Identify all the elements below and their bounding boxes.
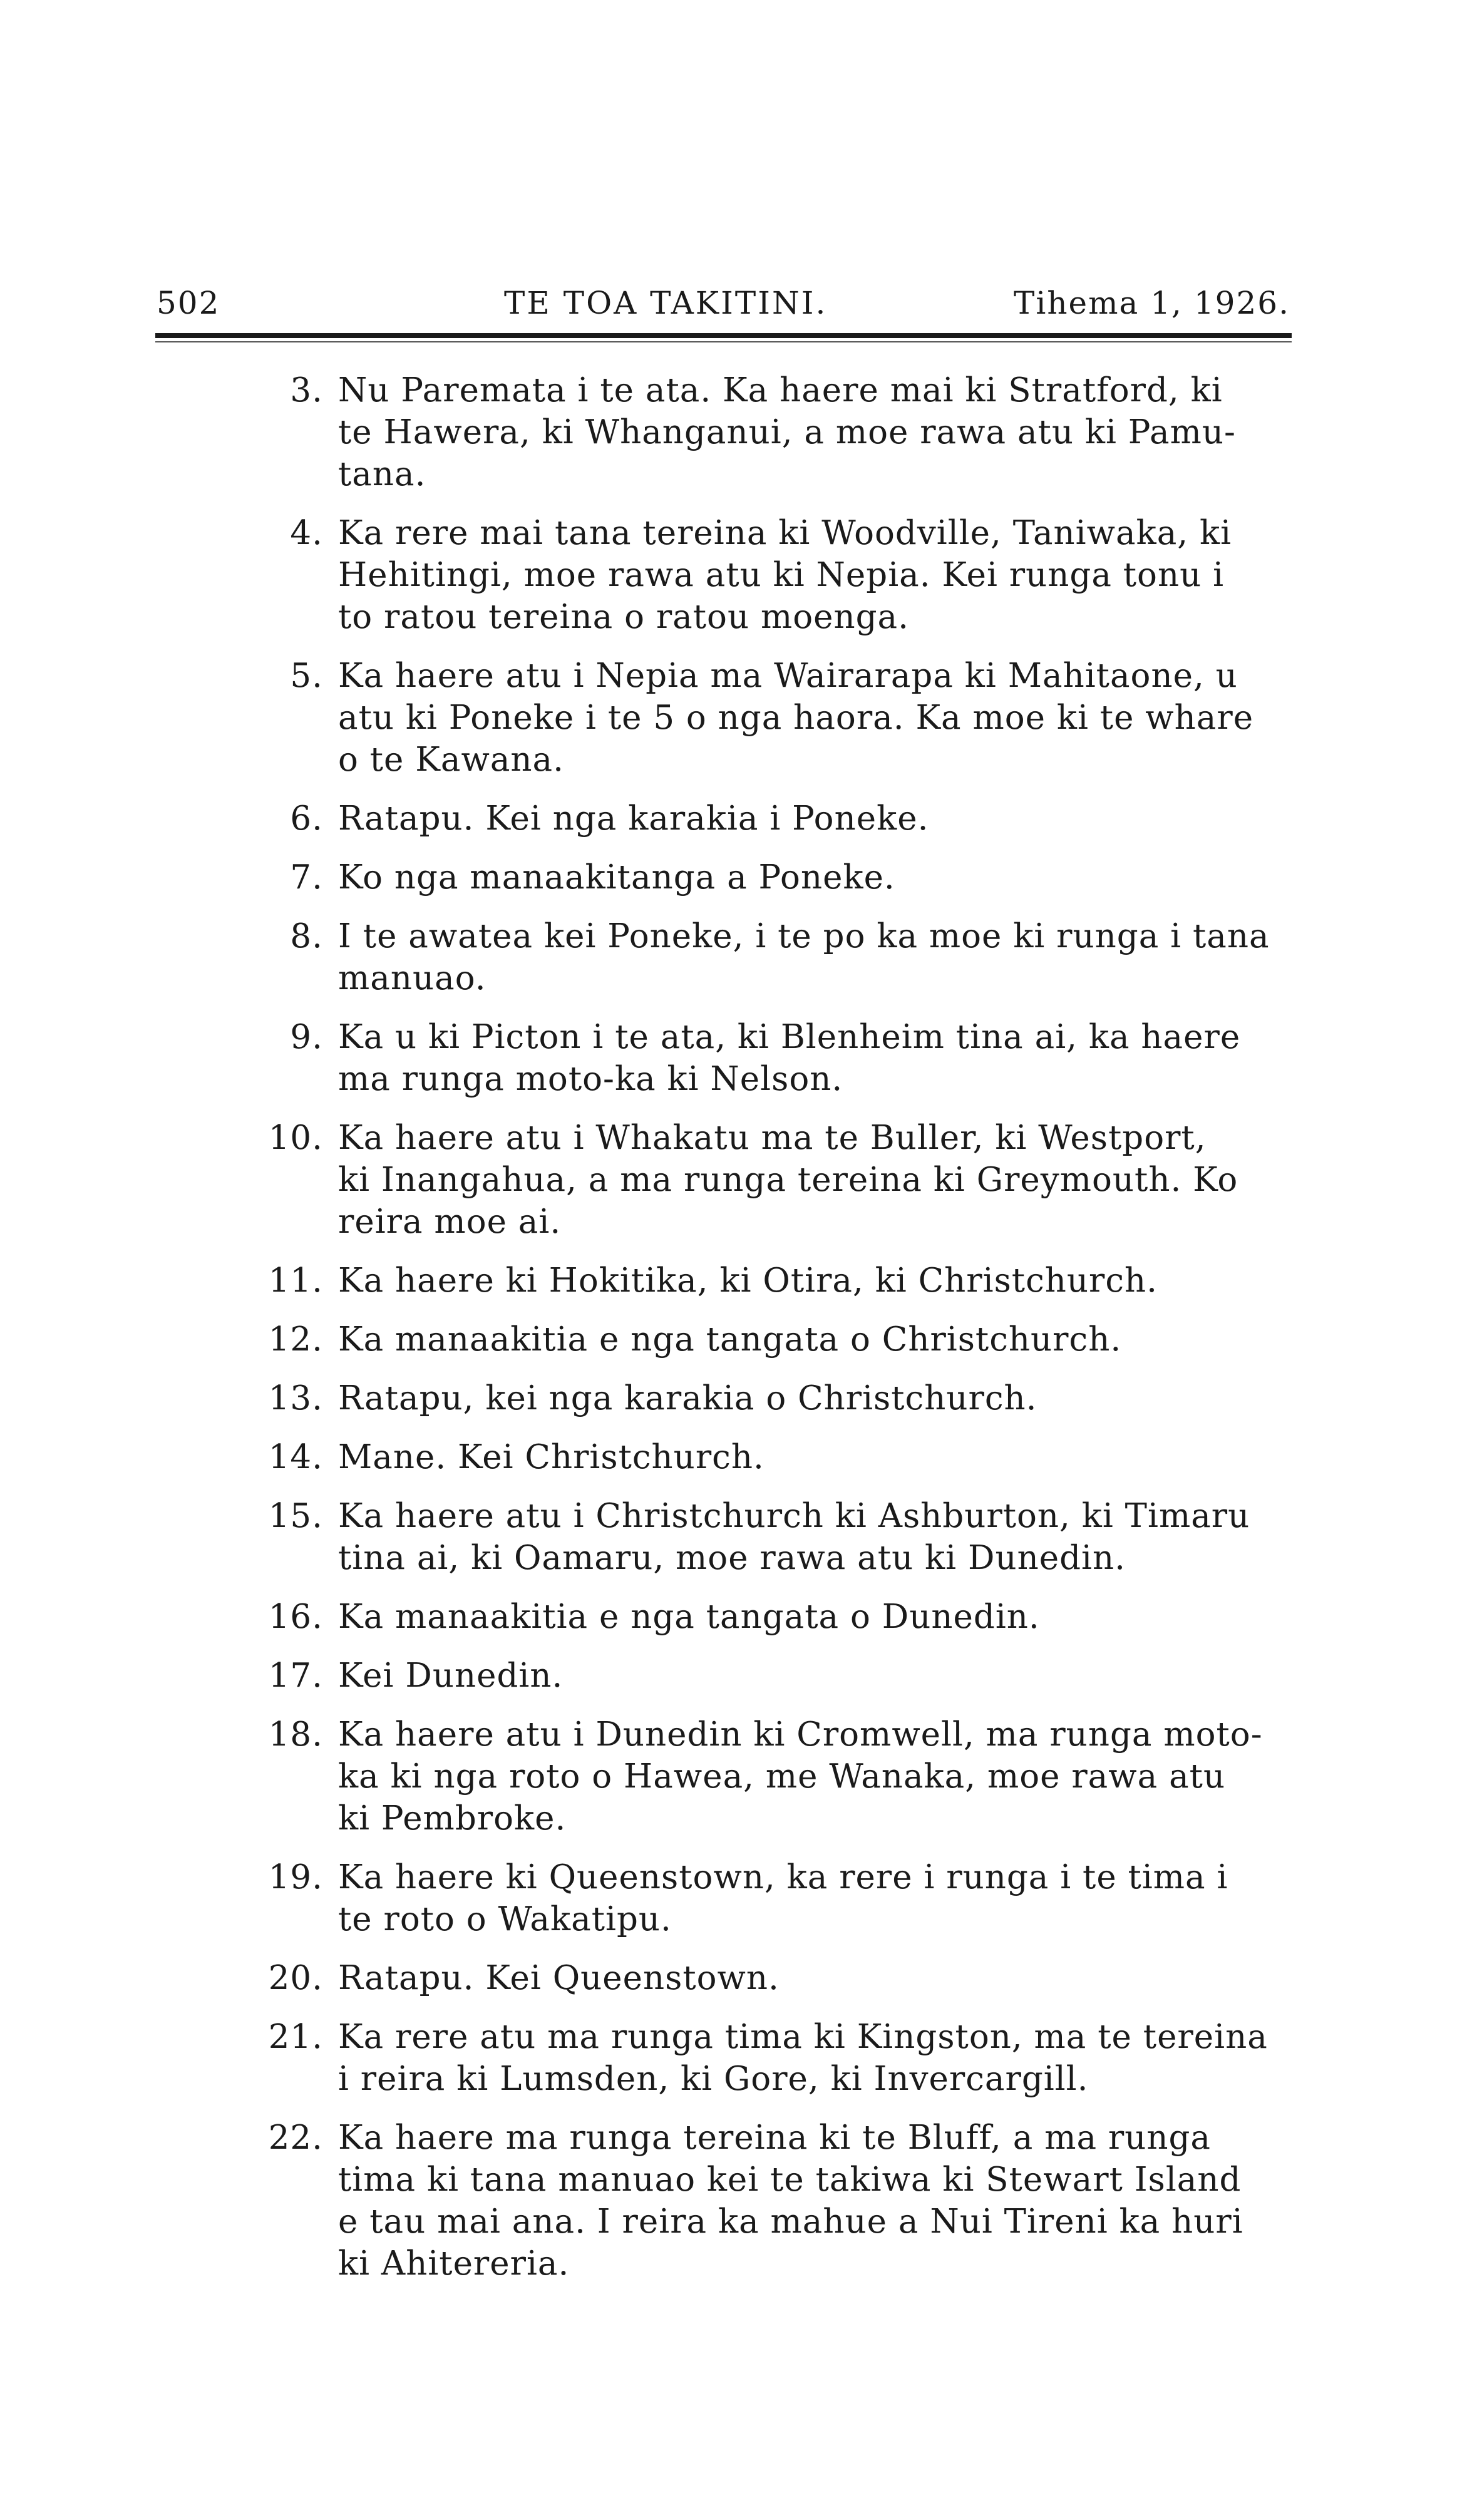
entry-text	[338, 856, 1315, 898]
entry-line: Ka haere ki Hokitika, ki Otira, ki Christchurch.	[338, 1262, 1158, 1300]
entry-line: Ka haere atu i Whakatu ma te Buller, ki Westport,	[338, 1119, 1207, 1157]
entry-line: Ka haere atu i Nepia ma Wairarapa ki Mahitaone, u	[338, 657, 1238, 695]
itinerary-entry	[263, 2016, 1315, 2100]
entry-line: reira moe ai.	[338, 1203, 562, 1241]
itinerary-entry	[263, 1957, 1315, 1999]
entry-text	[338, 1495, 1315, 1579]
entry-text	[338, 2016, 1315, 2100]
entry-line: tana.	[338, 455, 426, 493]
entry-line: manuao.	[338, 959, 486, 997]
entry-line: Ka manaakitia e nga tangata o Dunedin.	[338, 1598, 1040, 1636]
entry-line: Ka haere atu i Christchurch ki Ashburton, ki Timaru	[338, 1497, 1250, 1535]
itinerary-entry	[263, 512, 1315, 638]
entry-line: Nu Paremata i te ata. Ka haere mai ki Stratford, ki	[338, 371, 1223, 409]
entry-line: ki Pembroke.	[338, 1799, 567, 1838]
itinerary-entry	[263, 856, 1315, 898]
entry-number: 19.	[268, 1858, 323, 1896]
header-rule-thin	[155, 341, 1292, 342]
page-number: 502	[157, 285, 220, 321]
entry-number: 3.	[290, 371, 323, 409]
entry-line: te Hawera, ki Whanganui, a moe rawa atu ki Pamu-	[338, 413, 1236, 451]
entry-text	[338, 1377, 1315, 1419]
running-title: TE TOA TAKITINI.	[504, 285, 828, 321]
itinerary-entry	[263, 1714, 1315, 1839]
entry-number: 10.	[268, 1119, 323, 1157]
itinerary-entry	[263, 1260, 1315, 1302]
entry-line: to ratou tereina o ratou moenga.	[338, 598, 909, 636]
entry-line: Kei Dunedin.	[338, 1657, 564, 1695]
entry-text	[338, 1117, 1315, 1243]
entry-number: 12.	[268, 1320, 323, 1359]
itinerary-entry	[263, 1495, 1315, 1579]
entry-line: Ratapu, kei nga karakia o Christchurch.	[338, 1379, 1037, 1417]
issue-date: Tihema 1, 1926.	[1014, 285, 1290, 321]
entry-line: ka ki nga roto o Hawea, me Wanaka, moe rawa atu	[338, 1757, 1226, 1796]
itinerary-entry	[263, 655, 1315, 781]
entry-text	[338, 1596, 1315, 1638]
entry-line: i reira ki Lumsden, ki Gore, ki Invercargill.	[338, 2060, 1089, 2098]
entry-number: 9.	[290, 1018, 323, 1056]
entry-line: tina ai, ki Oamaru, moe rawa atu ki Dunedin.	[338, 1539, 1126, 1577]
entry-line: Hehitingi, moe rawa atu ki Nepia. Kei runga tonu i	[338, 556, 1225, 594]
entry-text	[338, 1856, 1315, 1940]
entry-line: Ratapu. Kei Queenstown.	[338, 1959, 780, 1997]
entry-text	[338, 1436, 1315, 1478]
itinerary-entry	[263, 798, 1315, 840]
itinerary-entry	[263, 1377, 1315, 1419]
entry-line: tima ki tana manuao kei te takiwa ki Stewart Island	[338, 2161, 1242, 2199]
entry-text	[338, 1260, 1315, 1302]
entry-text	[338, 2117, 1315, 2285]
entry-line: ma runga moto-ka ki Nelson.	[338, 1060, 843, 1098]
itinerary-entry	[263, 1596, 1315, 1638]
entry-line: I te awatea kei Poneke, i te po ka moe ki runga i tana	[338, 917, 1270, 955]
entry-text	[338, 1016, 1315, 1100]
entry-line: Ka u ki Picton i te ata, ki Blenheim tina ai, ka haere	[338, 1018, 1241, 1056]
entry-text	[338, 1655, 1315, 1697]
itinerary-entry	[263, 1655, 1315, 1697]
itinerary-entry	[263, 915, 1315, 999]
entry-number: 8.	[290, 917, 323, 955]
entry-line: Ka haere ki Queenstown, ka rere i runga i te tima i	[338, 1858, 1228, 1896]
page-header	[157, 285, 1290, 335]
itinerary-entry	[263, 369, 1315, 495]
entry-line: Mane. Kei Christchurch.	[338, 1438, 764, 1476]
entry-number: 22.	[268, 2119, 323, 2157]
entry-number: 16.	[268, 1598, 323, 1636]
entry-text	[338, 655, 1315, 781]
itinerary-entry	[263, 1436, 1315, 1478]
entry-number: 4.	[290, 514, 323, 552]
entry-line: Ratapu. Kei nga karakia i Poneke.	[338, 800, 929, 838]
entry-text	[338, 369, 1315, 495]
entry-number: 11.	[268, 1262, 323, 1300]
entry-line: ki Inangahua, a ma runga tereina ki Greymouth. Ko	[338, 1161, 1238, 1199]
entry-line: Ka haere ma runga tereina ki te Bluff, a ma runga	[338, 2119, 1212, 2157]
entry-text	[338, 798, 1315, 840]
entry-line: o te Kawana.	[338, 741, 565, 779]
entry-text	[338, 512, 1315, 638]
itinerary-entry	[263, 1117, 1315, 1243]
entry-number: 20.	[268, 1959, 323, 1997]
entry-text	[338, 915, 1315, 999]
entry-number: 13.	[268, 1379, 323, 1417]
entry-number: 18.	[268, 1715, 323, 1754]
entry-number: 14.	[268, 1438, 323, 1476]
entry-number: 21.	[268, 2018, 323, 2056]
entry-text	[338, 1957, 1315, 1999]
entry-line: Ko nga manaakitanga a Poneke.	[338, 858, 895, 897]
entry-line: e tau mai ana. I reira ka mahue a Nui Tireni ka huri	[338, 2203, 1243, 2241]
itinerary-entry	[263, 2117, 1315, 2285]
entry-number: 6.	[290, 800, 323, 838]
entry-number: 15.	[268, 1497, 323, 1535]
entry-number: 5.	[290, 657, 323, 695]
entry-line: Ka manaakitia e nga tangata o Christchurch.	[338, 1320, 1122, 1359]
itinerary-entry	[263, 1319, 1315, 1360]
entry-number: 7.	[290, 858, 323, 897]
entry-line: te roto o Wakatipu.	[338, 1900, 672, 1938]
itinerary-entry	[263, 1856, 1315, 1940]
itinerary-entry	[263, 1016, 1315, 1100]
entry-line: Ka rere atu ma runga tima ki Kingston, ma te tereina	[338, 2018, 1268, 2056]
entry-text	[338, 1714, 1315, 1839]
entry-line: Ka haere atu i Dunedin ki Cromwell, ma runga moto-	[338, 1715, 1263, 1754]
header-rule	[155, 333, 1292, 338]
itinerary-list	[263, 369, 1315, 2301]
entry-line: Ka rere mai tana tereina ki Woodville, Taniwaka, ki	[338, 514, 1232, 552]
entry-line: ki Ahitereria.	[338, 2245, 570, 2283]
entry-line: atu ki Poneke i te 5 o nga haora. Ka moe ki te whare	[338, 699, 1254, 737]
entry-number: 17.	[268, 1657, 323, 1695]
entry-text	[338, 1319, 1315, 1360]
